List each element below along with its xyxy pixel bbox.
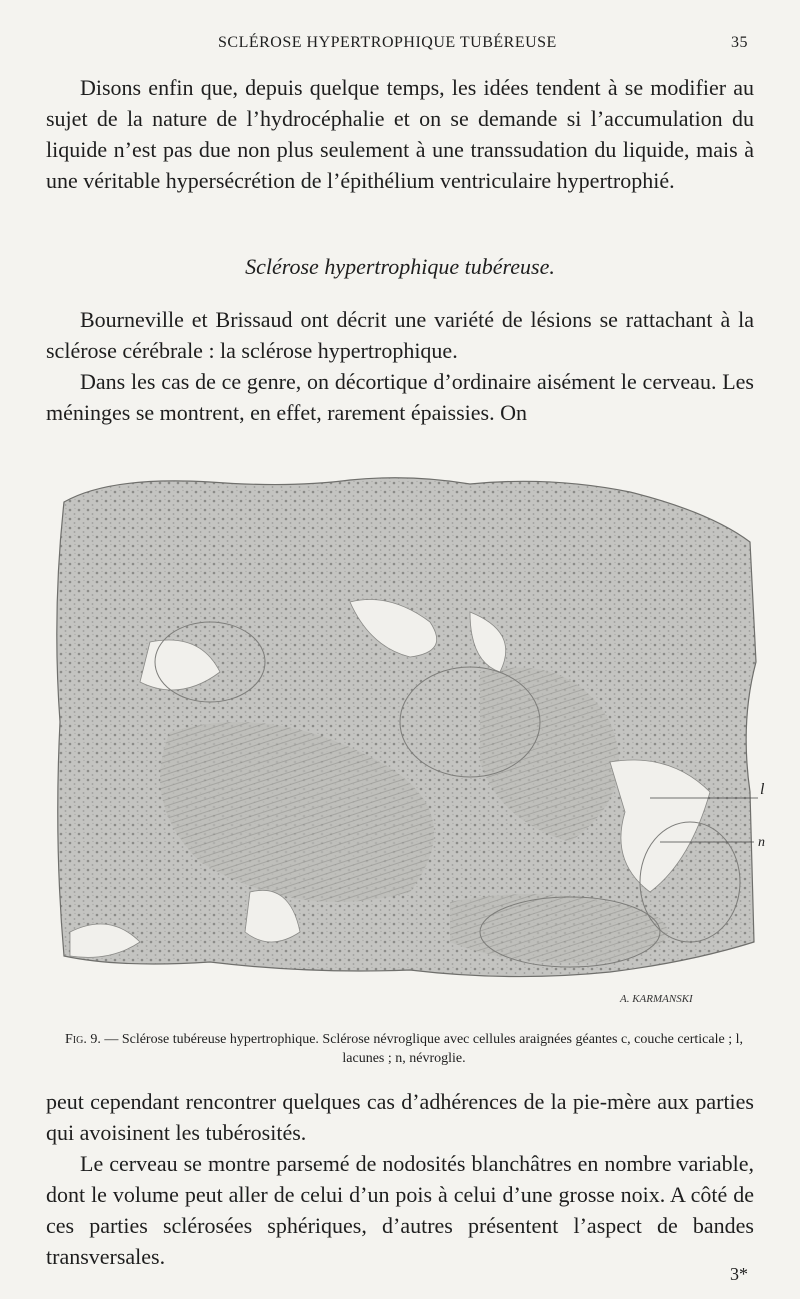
tissue-illustration [50, 462, 770, 1010]
paragraph-nodosites: Le cerveau se montre parsemé de nodosités blanchâtres en nombre variable, dont le volume peut aller de celui d’un pois à celui d’une grosse noix. A côté de ces parties sclérosées sphériques, d’autres présentent l’aspect de bandes transversales. [46, 1151, 754, 1269]
tissue-mass [57, 478, 756, 977]
histology-figure [50, 462, 770, 1010]
figure-caption [50, 1030, 758, 1068]
caption-text: — Sclérose tubéreuse hypertrophique. Sclérose névroglique avec cellules araignées géantes c, couche certicale ; l, lacunes ; n, névroglie. [100, 1032, 743, 1066]
label-n: n [758, 835, 765, 850]
running-title: SCLÉROSE HYPERTROPHIQUE TUBÉREUSE [218, 34, 557, 51]
page-number: 35 [731, 34, 748, 51]
paragraph-decortique: Dans les cas de ce genre, on décortique d’ordinaire aisément le cerveau. Les méninges se montrent, en effet, rarement épaissies. On [46, 369, 754, 425]
paragraph-adherences: peut cependant rencontrer quelques cas d’adhérences de la pie-mère aux parties qui avoisinent les tubérosités. [46, 1089, 754, 1145]
running-head [48, 34, 748, 58]
engraver-signature: A. KARMANSKI [620, 993, 693, 1005]
section-title: Sclérose hypertrophique tubéreuse. [245, 254, 555, 279]
caption-label: Fig. 9. [64, 1032, 101, 1047]
signature-mark: 3* [730, 1264, 748, 1284]
label-l: l [760, 781, 765, 798]
paragraph-hydrocephalie: Disons enfin que, depuis quelque temps, les idées tendent à se modifier au sujet de la nature de l’hydrocéphalie et on se demande si l’accumulation du liquide n’est pas due non plus seulement à une transsudation du liquide, mais à une véritable hypersécrétion de l’épithélium ventriculaire hypertrophié. [46, 75, 754, 193]
paragraph-bourneville: Bourneville et Brissaud ont décrit une variété de lésions se rattachant à la sclérose cérébrale : la sclérose hypertrophique. [46, 307, 754, 363]
